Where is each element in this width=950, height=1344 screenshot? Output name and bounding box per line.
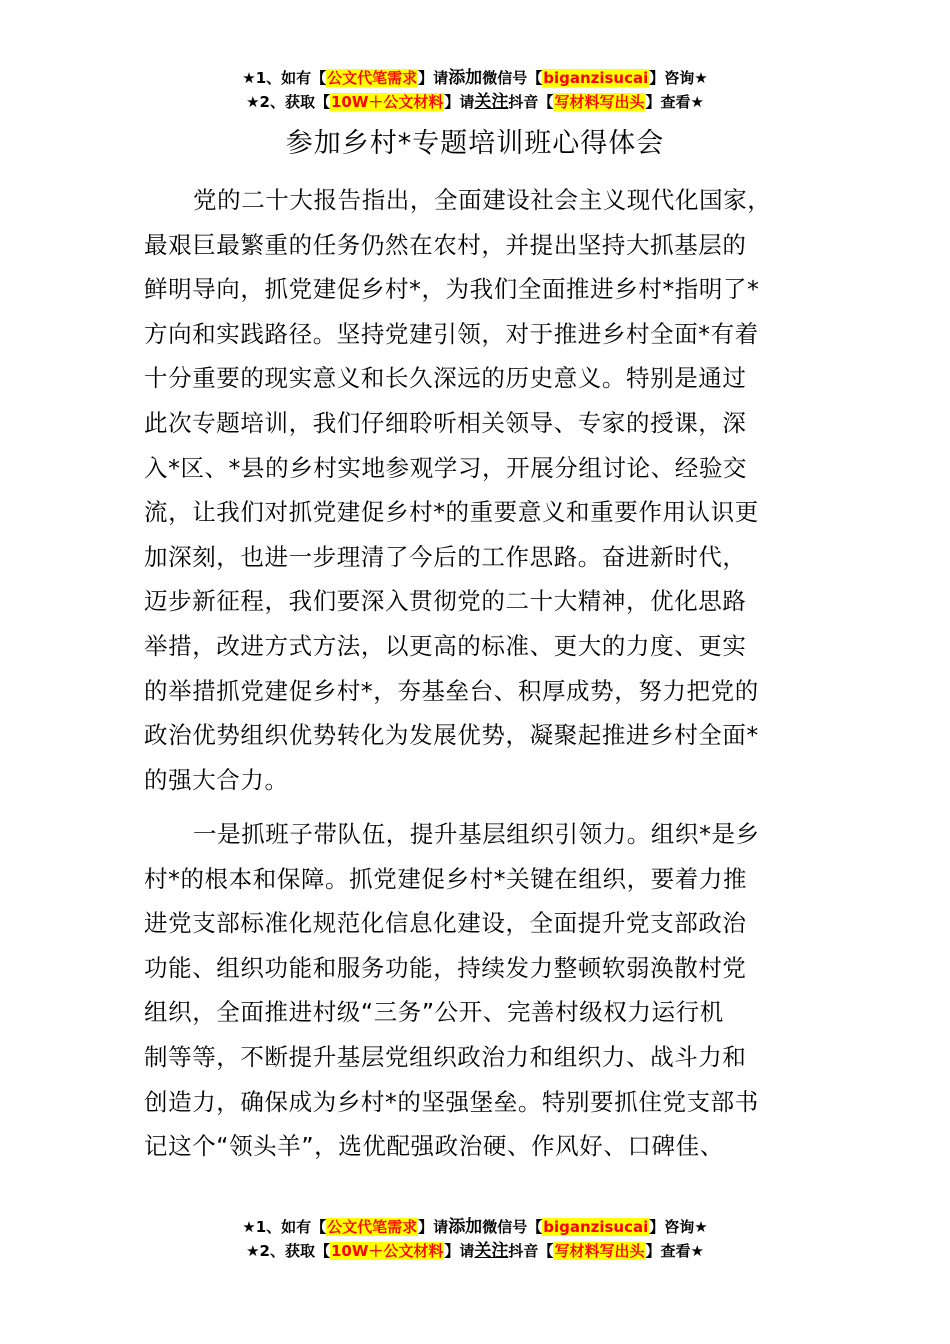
highlight-douyin: 写材料写出头 <box>554 93 645 111</box>
text-line: 流，让我们对抓党建促乡村*的重要意义和重要作用认识更 <box>144 498 759 527</box>
text-line: 进党支部标准化规范化信息化建设，全面提升党支部政治 <box>144 909 747 938</box>
text-line: 村*的根本和保障。抓党建促乡村*关键在组织，要着力推 <box>144 864 748 893</box>
promo-banner-bottom <box>0 1215 950 1263</box>
text-line: 创造力，确保成为乡村*的坚强堡垒。特别要抓住党支部书 <box>144 1087 759 1116</box>
highlight-service: 公文代笔需求 <box>327 69 418 87</box>
text-line: 的举措抓党建促乡村*，夯基垒台、积厚成势，努力把党的 <box>144 676 759 705</box>
promo-line-1: ★1、如有【公文代笔需求】请添加微信号【biganzisucai】咨询★ <box>242 68 708 88</box>
document-title: 参加乡村*专题培训班心得体会 <box>285 128 665 159</box>
text-line: 的强大合力。 <box>144 765 289 794</box>
text-line: 功能、组织功能和服务功能，持续发力整顿软弱涣散村党 <box>144 953 747 982</box>
highlight-douyin: 写材料写出头 <box>554 1242 645 1260</box>
text-line: 加深刻，也进一步理清了今后的工作思路。奋进新时代， <box>144 542 747 571</box>
text-line: 政治优势组织优势转化为发展优势，凝聚起推进乡村全面* <box>144 721 759 750</box>
promo-banner-top <box>0 66 950 114</box>
paragraph-point-one <box>144 812 816 1169</box>
paragraph-intro <box>144 178 816 802</box>
star-icon: ★ <box>242 69 256 87</box>
highlight-materials: 10W＋公文材料 <box>330 1242 444 1260</box>
text-line: 迈步新征程，我们要深入贯彻党的二十大精神，优化思路 <box>144 587 747 616</box>
highlight-materials: 10W＋公文材料 <box>330 93 444 111</box>
promo-line-2: ★2、获取【10W＋公文材料】请关注抖音【写材料写出头】查看★ <box>246 92 704 112</box>
text-line: 组织，全面推进村级“三务”公开、完善村级权力运行机 <box>144 998 724 1027</box>
text-line: 一是抓班子带队伍，提升基层组织引领力。组织*是乡 <box>193 820 760 848</box>
star-icon: ★ <box>242 1218 256 1236</box>
text-line: 十分重要的现实意义和长久深远的历史意义。特别是通过 <box>144 364 747 393</box>
star-icon: ★ <box>246 93 260 111</box>
star-icon: ★ <box>246 1242 260 1260</box>
text-line: 方向和实践路径。坚持党建引领，对于推进乡村全面*有着 <box>144 319 759 348</box>
promo-line-1: ★1、如有【公文代笔需求】请添加微信号【biganzisucai】咨询★ <box>242 1217 708 1237</box>
text-line: 制等等，不断提升基层党组织政治力和组织力、战斗力和 <box>144 1042 747 1071</box>
text-line: 此次专题培训，我们仔细聆听相关领导、专家的授课，深 <box>144 408 747 437</box>
text-line: 最艰巨最繁重的任务仍然在农村，并提出坚持大抓基层的 <box>144 230 747 259</box>
highlight-wechat-id: biganzisucai <box>543 69 649 87</box>
promo-line-2: ★2、获取【10W＋公文材料】请关注抖音【写材料写出头】查看★ <box>246 1241 704 1261</box>
highlight-wechat-id: biganzisucai <box>543 1218 649 1236</box>
text-line: 举措，改进方式方法，以更高的标准、更大的力度、更实 <box>144 631 747 660</box>
text-line: 党的二十大报告指出，全面建设社会主义现代化国家， <box>193 186 772 214</box>
text-line: 鲜明导向，抓党建促乡村*，为我们全面推进乡村*指明了* <box>144 275 760 304</box>
text-line: 入*区、*县的乡村实地参观学习，开展分组讨论、经验交 <box>144 453 748 482</box>
highlight-service: 公文代笔需求 <box>327 1218 418 1236</box>
text-line: 记这个“领头羊”，选优配强政治硬、作风好、口碑佳、 <box>144 1132 724 1161</box>
